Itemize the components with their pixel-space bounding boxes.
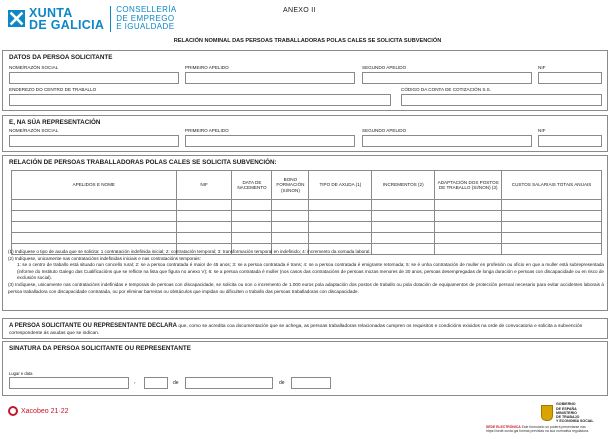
table-cell[interactable] — [372, 222, 435, 233]
workers-title: RELACIÓN DE PERSOAS TRABALLADORAS POLAS CALES SE SOLICITA SUBVENCIÓN: — [9, 159, 277, 166]
table-cell[interactable] — [12, 233, 177, 244]
annex-label: ANEXO II — [283, 7, 316, 14]
table-cell[interactable] — [502, 200, 602, 211]
declaration-body: que, como se acredita coa documentación que se achega, as persoas traballadoras relacionadas cumpren os requisitos e condicións exixidos na orde de convocatoria e solicita a subvención correspondente ás axudas que se indican. — [9, 324, 583, 336]
col-header-training-voucher: BONO FORMACIÓN (SI/NON) — [272, 171, 309, 200]
table-cell[interactable] — [502, 211, 602, 222]
table-cell[interactable] — [435, 222, 502, 233]
spain-coat-of-arms-icon — [541, 405, 553, 421]
footnote-3: (3) Indíquese, unicamente nas contratacións indefinidas e temporais de persoas con discapacidade, se solicita ou non o incremento de 1.000 euros pola adaptación dos postos de traballo ou pola dotación de equipamentos de protección persoal necesario para evitar accidentes laborais á persoa traballadora con discapacidade contratada, ou por eliminar barreiras ou obstáculos que impidan ou dificulten o traballo das persoas traballadoras con discapacidade. — [8, 281, 604, 294]
footnotes — [8, 249, 604, 295]
table-cell[interactable] — [176, 200, 232, 211]
sede-label: SEDE ELECTRÓNICA — [486, 425, 521, 429]
col-header-salary-costs: CUSTOS SALARIAIS TOTAIS ANUAIS — [502, 171, 602, 200]
table-cell[interactable] — [272, 222, 309, 233]
table-cell[interactable] — [176, 211, 232, 222]
representative-title: E, NA SÚA REPRESENTACIÓN — [9, 119, 101, 126]
footnote-2-detail: 1: se o centro de traballo está situado nun concello rural; 2: se a persoa contratada é maior de 45 anos; 3: se a persoa contratada é trans; 4: se a persoa contratada é emigrante retornada; 5: se é unha contratación de muller en profesión ou oficio en que a muller está subrepresentada (informe do Instituto Galego das Cualificacións que se reflicte na lista que figura no anexo V); 6: se a persoa contratada é muller (nos casos das contratacións de persoas mozas menores de 30 anos, persoas desempregadas de longa duración e persoas con discapacidade ou en risco de exclusión social). — [17, 262, 604, 281]
signature-section — [2, 341, 608, 396]
page-footer — [0, 398, 615, 439]
contribution-account-field[interactable] — [401, 94, 602, 106]
footnote-1: (1) Indíquese o tipo de axuda que se solicita: 1 contratación indefinida inicial; 2: contratación temporal; 3: transformación temporal en indefinido; 4: incremento da xornada laboral. — [8, 249, 371, 254]
col-header-workplace-adaptation: ADAPTACIÓN DOS POSTOS DE TRABALLO (SI/NON) (3) — [435, 171, 502, 200]
electronic-office-note — [486, 425, 589, 433]
col-header-nif: NIF — [176, 171, 232, 200]
table-cell[interactable] — [12, 211, 177, 222]
gov-line: MINISTERIO — [556, 410, 577, 415]
table-cell[interactable] — [435, 211, 502, 222]
col-header-increments: INCREMENTOS (2) — [372, 171, 435, 200]
workers-table-body — [12, 200, 602, 255]
logo-sub-line: CONSELLERÍA — [116, 5, 177, 14]
applicant-nif-label: NIF — [538, 65, 546, 70]
table-cell[interactable] — [309, 233, 372, 244]
page-header — [0, 0, 615, 48]
table-cell[interactable] — [272, 233, 309, 244]
table-cell[interactable] — [372, 200, 435, 211]
applicant-surname2-field[interactable] — [362, 72, 532, 84]
table-row — [12, 233, 602, 244]
table-cell[interactable] — [12, 222, 177, 233]
table-cell[interactable] — [232, 200, 272, 211]
workers-table — [11, 170, 602, 255]
applicant-title: DATOS DA PERSOA SOLICITANTE — [9, 54, 113, 61]
xacobeo-logo — [8, 406, 68, 416]
table-cell[interactable] — [232, 222, 272, 233]
table-row — [12, 211, 602, 222]
representative-name-label: NOME/RAZÓN SOCIAL — [9, 128, 59, 133]
xunta-logo — [8, 6, 177, 32]
table-cell[interactable] — [232, 211, 272, 222]
xacobeo-text: Xacobeo 21·22 — [21, 407, 69, 415]
place-date-label: Lugar e data — [9, 371, 33, 376]
col-header-aid-type: TIPO DE AXUDA (1) — [309, 171, 372, 200]
table-cell[interactable] — [176, 222, 232, 233]
declaration-text — [9, 323, 603, 337]
logo-main2: DE GALICIA — [29, 17, 105, 32]
table-cell[interactable] — [12, 200, 177, 211]
applicant-section — [2, 50, 608, 111]
comma-separator: , — [134, 379, 136, 385]
col-header-birthdate: DATA DE NACEMENTO — [232, 171, 272, 200]
gov-line: DE ESPAÑA — [556, 406, 577, 411]
de-separator-2: de — [279, 380, 285, 386]
table-cell[interactable] — [272, 211, 309, 222]
table-cell[interactable] — [272, 200, 309, 211]
table-cell[interactable] — [309, 222, 372, 233]
logo-main: XUNTA — [29, 5, 73, 20]
representative-section — [2, 115, 608, 152]
government-text — [556, 402, 594, 423]
government-logo — [541, 402, 603, 424]
gov-line: Y ECONOMÍA SOCIAL — [556, 419, 594, 424]
table-row — [12, 222, 602, 233]
workplace-address-field[interactable] — [9, 94, 391, 106]
table-cell[interactable] — [372, 211, 435, 222]
applicant-surname1-label: PRIMEIRO APELIDO — [185, 65, 229, 70]
workers-table-header — [12, 171, 602, 200]
contribution-account-label: CÓDIGO DA CONTA DE COTIZACIÓN S.S. — [401, 87, 492, 92]
day-field[interactable] — [144, 377, 168, 389]
representative-surname2-label: SEGUNDO APELIDO — [362, 128, 407, 133]
applicant-name-field[interactable] — [9, 72, 179, 84]
representative-surname1-label: PRIMEIRO APELIDO — [185, 128, 229, 133]
year-field[interactable] — [291, 377, 331, 389]
table-cell[interactable] — [372, 233, 435, 244]
month-field[interactable] — [185, 377, 273, 389]
applicant-name-label: NOME/RAZÓN SOCIAL — [9, 65, 59, 70]
applicant-surname1-field[interactable] — [185, 72, 355, 84]
workplace-address-label: ENDEREZO DO CENTRO DE TRABALLO — [9, 87, 97, 92]
representative-nif-field[interactable] — [538, 135, 602, 147]
table-cell[interactable] — [435, 200, 502, 211]
table-cell[interactable] — [309, 200, 372, 211]
applicant-surname2-label: SEGUNDO APELIDO — [362, 65, 407, 70]
document-title: RELACIÓN NOMINAL DAS PERSOAS TRABALLADORAS POLAS CALES SE SOLICITA SUBVENCIÓN — [173, 38, 442, 44]
table-cell[interactable] — [502, 222, 602, 233]
gov-line: GOBIERNO — [556, 402, 576, 407]
table-cell[interactable] — [309, 211, 372, 222]
gov-line: DE TRABAJO — [556, 415, 580, 420]
place-field[interactable] — [9, 377, 129, 389]
sede-text-1: Este formulario só poderá presentarse nas — [521, 425, 586, 429]
representative-surname2-field[interactable] — [362, 135, 532, 147]
representative-nif-label: NIF — [538, 128, 546, 133]
table-cell[interactable] — [502, 233, 602, 244]
col-header-name: APELIDOS E NOME — [12, 171, 177, 200]
table-cell[interactable] — [435, 233, 502, 244]
representative-name-field[interactable] — [9, 135, 179, 147]
footnote-2: (2) Indíquese, unicamente nas contratacións indefinidas iniciais e nas contratacións temporais: — [8, 255, 201, 261]
declaration-lead: A PERSOA SOLICITANTE OU REPRESENTANTE DECLARA — [9, 323, 178, 329]
table-row — [12, 200, 602, 211]
representative-surname1-field[interactable] — [185, 135, 355, 147]
declaration-section — [2, 318, 608, 339]
xunta-emblem-icon — [8, 10, 25, 27]
table-cell[interactable] — [176, 233, 232, 244]
logo-sub-line: E IGUALDADE — [116, 22, 175, 31]
logo-department — [110, 6, 176, 32]
xacobeo-icon — [8, 406, 18, 416]
sede-text-2: formas previstas na súa normativa reguladora. — [519, 429, 590, 434]
table-cell[interactable] — [232, 233, 272, 244]
signature-title: SINATURA DA PERSOA SOLICITANTE OU REPRESENTANTE — [9, 345, 191, 352]
xunta-logo-text — [29, 7, 104, 31]
de-separator-1: de — [173, 380, 179, 386]
sede-url[interactable]: https://sede.xunta.gal — [486, 429, 519, 434]
applicant-nif-field[interactable] — [538, 72, 602, 84]
logo-sub-line: DE EMPREGO — [116, 13, 175, 23]
